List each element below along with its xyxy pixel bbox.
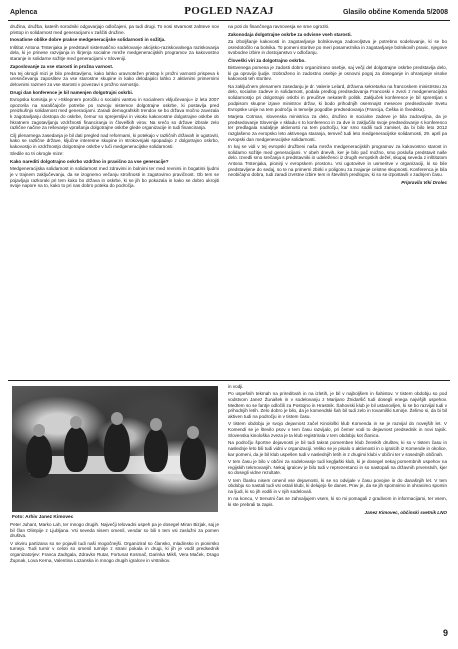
paragraph: na poti do finančnega ravnovesja ne sme ogroziti. — [228, 24, 330, 29]
photo-person-shape — [26, 434, 52, 478]
paragraph: In na koncu, V trenutni čas se zahvaljujem vsem, ki so mi pomagali z gradivom in informacijami, ter vsem, ki ste prebrali ta zapis. — [228, 496, 447, 507]
paragraph: V okviru partizana so se pojavili tudi naši mogočnejši. Organiziral so člansko, mladinsko in pionirsko turnejo. Tudi turnir v celoti so omenil turnirje z strani pokala in drugi, ki jih je vodil predsednik organizatorjev: Franca Zadrgala, Zdravko Rutar, Fortunat Kosmač, Darinka Mikš, Vera Maček, Drago Župnak, Lova Kerna, Valentina Lozanska in mnogo drugih igralcev in vrstnikov. — [10, 540, 219, 563]
paragraph: In kaj se vidi v tej evropski družbeni naša mreža medgeneracijskih programov za kakovostno starost in solidarno sožitje med generacijami. V obeh dnevih, ker je bilo pač možno, smo posluša predstavit naše delo. Izvedli smo srečanja s predstavniki in udeleženci iz drugih evropskih dežel, skupaj seveda z inštitutom Antona Trstenjaka, pionirji v evropskem prostoru. Vsi ugotovitve in usmeritve v organizaciji, ki so bile predstavljene do sedaj, so te na primerni zbirki v poligonu za zvajanje celotne skupnosti. Konferenca je bila neobičajno dobra, tudi zaradi izvrstne izbire tem in številnih predlogov, ki so se izpostavili v zadnjem času. — [228, 143, 447, 178]
section-label: Aplenca — [10, 9, 38, 16]
paragraph: Na področju športne dejavnosti je bil tudi takrat pomemben klub ženskih društev, ki so v tistem času in naslednje leto bili tudi vidni v organizaciji. Veliko se je pisalo o aktivnosti in o igralcih iz Komende in okolice, kar pomeni, da je bil klub uspešen tudi v naslednjih letih in z drugimi klubi v občini ter v sosednjih občinah. — [228, 440, 447, 457]
paragraph: V tem času je bilo v občini za sodelovanje tudi kegljaški klub, ki je dosegel nekaj pomembnih uspehov na regijskih tekmovanjih. Nekaj igralcev je bilo tudi v reprezentanci in so nastopali na državnih prvenstvih, kjer so dosegli vidne rezultate. — [228, 458, 447, 476]
paragraph: Sledile so tri okrogle mize: — [10, 151, 64, 157]
page-header — [8, 4, 450, 21]
paragraph: in vodji. — [228, 384, 244, 389]
paragraph: Medgeneracijska solidarnost in solidarnost med zdravimi in bolnimi ter med revnimi in bogatimi ljudmi je v trajnem zaključevanju, da se izognemo večanju strošnosti in zagotovimo pravičnost. Ob tem se pojavljajo razkoraki pri tem kako bo država in oskrbe, ki se jih bo pokazala in kako se dobro ukrojiti svoje napore na to, kako to pri nas dobro poteka do področja. — [10, 166, 219, 189]
photo-head-shape — [150, 418, 162, 431]
section-divider — [8, 380, 450, 381]
paragraph: Po uspešnih tekmah na prireditvah in na izletih, je bil v najboljšem in šahistov. V tistem obdobju so pod vodstvom Janez Žunašek in v sodelovanju z Marijano Žnidaršič tudi dosegli enega najvišjih uspehov. Medtem so se fantje odločili za Postojno in Hrastnik. Šahovski klub je bil ustanovljen, ki se bo razvijal tudi v prihodnjih letih. Zelo dobro je bilo, da je komendski šah bil tudi zelo in tovarniški turnirje. Želimo si, da bi bil aktiven tudi na področju in v tistem času. — [228, 391, 447, 420]
photo-person-shape — [144, 428, 168, 472]
photo-head-shape — [187, 426, 199, 439]
article-column-1 — [10, 24, 219, 378]
paragraph: V tistem obdobju je svojo dejavnost začel Kinološki klub Komenda in se je razvijal do novejših let. V Komendi se je število psov v tem času razvijalo, pri čemer vodi to dejavnost predsednik in novi tajnik. Slovenska kinološka zveza je ta klub registrirala v tem obdobju kot članica. — [228, 421, 447, 438]
photo-person-shape — [180, 436, 206, 480]
section-heading: Človeški viri za dolgotrajno oskrbo. — [228, 57, 306, 63]
paragraph: V tem članku nisem omenil vse dejavnosti, ki se so odvijale v času povojne in do današnjih let. V tem obdobju so nastali tudi vsi ostali klubi, ki delujejo še danes. Prav je, da se jih spomnimo in ohranimo spomin na ljudi, ki so jih vodili in v njih sodelovali. — [228, 477, 447, 494]
photo-caption: Foto: Arhiv Janez Kimovec — [12, 515, 74, 520]
paragraph: Cilj plenarnega zasedanja je bil dati pregled nad reformami, ki potekajo v različnih državah in ugotoviti, kako se različne države, ključne interesne skupine in strokovnjaki spopadajo z dolgotrajno oskrbo, kakovostjo in vzdržnostjo dolgotrajne oskrbe v luči medgeneracijske solidarnosti. — [10, 132, 219, 150]
paragraph: Bistvenega pomena je zadosti dobro organizirano osebje, saj večji del dolgotrajne oskrbe predstavlja delo, ki ga opravijo ljudje. Izobraženo in zadostno osebje je osnovni pogoj za doseganje in ohranjanje visoke kakovosti teh storitev. — [228, 65, 447, 82]
paragraph: Inštitut Antona Trstenjaka je predstavil sistematično sodelovanje akcijsko-raziskovalnega raziskovanja dela, ki je prinese razvijanja in širjenja socialne mreže medgeneracijskih programov za kakovostno staranje in solidarne sožitje med generacijami v Sloveniji. — [10, 44, 219, 61]
paragraph: Evropska komisija je v »Sklepnem poročilu o socialni varstvu in socialnem vključevanju« iz leta 2007 opozorila na naraščajoče potrebe po razvoju sistemov dolgotrajne oskrbe, ki postavlja pred preizkušnjo solidarnost med generacijami. Zaradi demografskih trendov se bo država močno zavezala k zagotavljanju dostopa do oskrbe, čemur so sprejemljivi in visoko kakovostne dolgotrajne oskrbe ob hkratnem zagotavljanju vzdržnosti financiranja in človeških virov. Na srečo so države izbrale zelo različne načine za reševanje vprašanja dolgotrajne oskrbe glede organizacije in tudi financiranja. — [10, 96, 219, 131]
section-heading: Zaposlovanje za vse starosti in prožna varnost. — [10, 63, 114, 69]
section-heading: Drugi dan konference je bil namenjen dolgotrajni oskrbi. — [10, 89, 134, 95]
archive-photo — [12, 386, 218, 512]
article-column-2 — [228, 24, 447, 372]
paragraph: Marjeta Cotman, slovenska ministrica za delo, družino in socialne zadeve je bila zadovoljna, da je predsedovanje Slovenije v skladu s to konferenco in za dve in zaključilo svoje predsedovanje s konferenco ter predlagala nadaljnje aktivnosti na tem področju, kar smo sodili tudi zamisel, da bi bilo leto 2012 razglašeno za evropsko leto aktivnega staranja, temveč tudi leto medgeneracijske solidarnosti, 29. april pa evropski dan medgeneracijske solidarnosti. — [228, 113, 447, 142]
author-signature: Janez Kimovec, občinski svetnik LNO — [364, 509, 447, 515]
paragraph: Za izboljšanje kakovosti in zagotavljanje bolnikovega zadovoljstva je potrebno sodelovanje, ki se bo osredotočilo na bolnika. To pomeni storitve po meri posameznika in zagotavljanje bolnikovih pravic, njegove svobodne izbire in dostojanstvo v odločanju. — [228, 38, 447, 56]
photo-person-shape — [64, 426, 88, 472]
article-column-4 — [228, 384, 447, 632]
section-title: POGLED NAZAJ — [184, 5, 274, 17]
paragraph: Na tej okrogli mizi je bilo predstavljeno, kako lahko uravnotežen pristop k prožni varnosti prispeva k uresničevanju zaposlitev za vse starostne skupine in kako delodajalci lahko z aktivnimi primernimi delovnimi razmeri za vse starosti v povezavi s prožno varnostjo. — [10, 70, 219, 88]
photo-head-shape — [33, 424, 45, 437]
publication-info: Glasilo občine Komenda 5/2008 — [342, 9, 448, 16]
paragraph: družina, družba, katerih sorodniki odgovarjajo odločajeni, pa tudi drugi. To nosi stvarnost zahteve nov pristop in solidarnost med generacijami v zaščiti družine. — [10, 24, 219, 35]
author-signature: Pripravila Viki Drolec — [401, 180, 447, 186]
photo-head-shape — [111, 412, 123, 425]
section-heading: Zakonodaja dolgotrajne oskrbe za odvisne vseh starosti. — [228, 31, 352, 37]
section-heading: Inovativne oblike dobre prakse medgeneracijske solidarnosti in sožitja. — [10, 37, 166, 43]
paragraph: Na zaključnem plenarnem zasedanju je dr. Valerie Lelard, državna sekretarka na francoskem ministrstvu za delo, socialne zadeve in solidarnost, podala predlog predsedovanja Francoski v zvezi z medgeneracijsko solidarnostjo pri dolgotrajni oskrbi in preučitve nekaterih politik. Zaključek konference je bil spremljan s podpisom skupne izjave ministrov držav, ki bodo prihodnjih osemnajst mesecev predsedovale Svetu Evropske unije na tem področju in temelje pogodbe predsedovanja (Francija, Češka in Švedska). — [228, 83, 447, 112]
paragraph: Peter Juhant, Marko Lah, ter mnogo drugih. Največji telovadni uspeh pa je dosegel Miran Bizjak, saj je bil član Olimpije z Ljubljana. Vsi seveda nisem omenil, vendar so bili s tem vsi zaslužni za pomen društva. — [10, 522, 219, 539]
photo-person-shape — [104, 422, 130, 472]
section-heading: Kako narediti dolgotrajno oskrbo vzdržno in pravično za vse generacije? — [10, 159, 169, 165]
page-number: 9 — [442, 628, 448, 638]
photo-head-shape — [70, 416, 82, 429]
article-column-3 — [10, 522, 219, 640]
